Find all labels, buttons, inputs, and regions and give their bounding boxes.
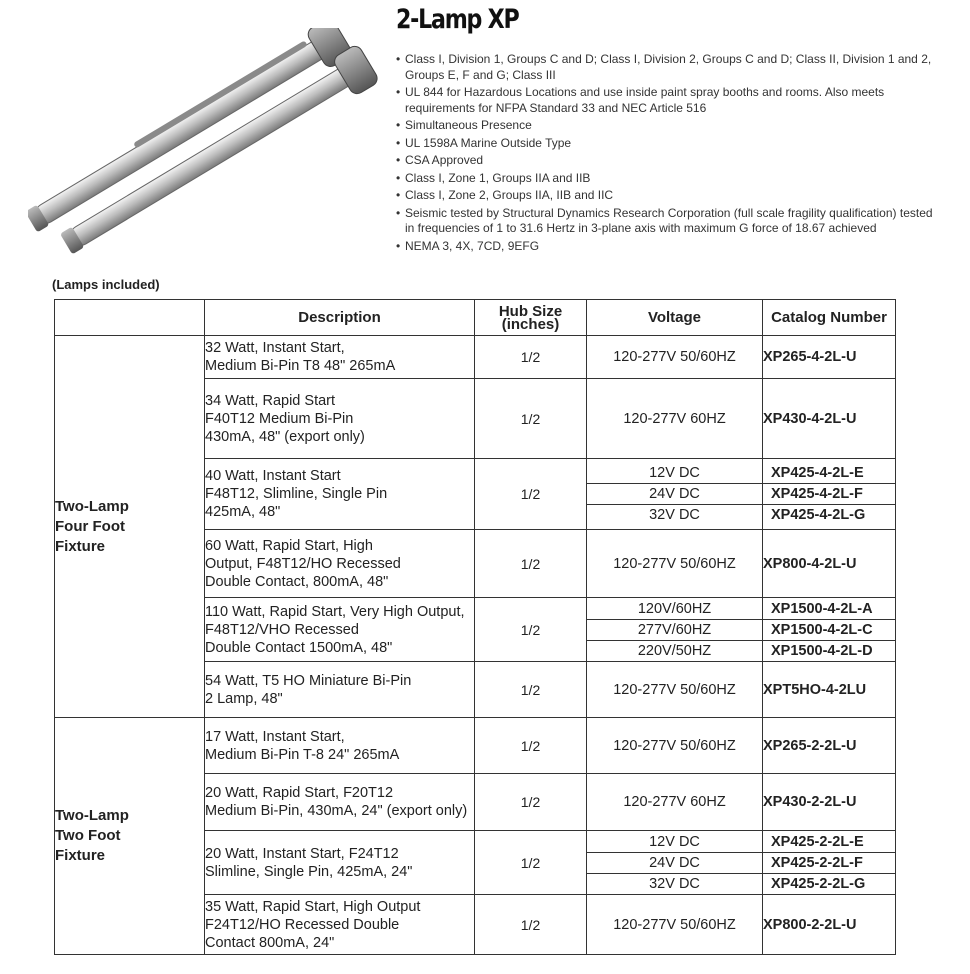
description-line: Slimline, Single Pin, 425mA, 24": [205, 863, 413, 880]
description-line: Contact 800mA, 24": [205, 934, 335, 951]
catalog-number: XP265-4-2L-U: [763, 349, 857, 365]
header-voltage: Voltage: [587, 300, 763, 336]
voltage-stack: [587, 463, 762, 525]
voltage-value: 120V/60HZ: [637, 600, 712, 617]
hub-size-cell: 1/2: [475, 895, 587, 955]
header-hub-size: [475, 300, 587, 336]
description-line: 34 Watt, Rapid Start: [205, 392, 336, 409]
voltage-value: 32V DC: [587, 504, 762, 525]
table-row: [55, 718, 896, 774]
voltage-value: 120-277V 50/60HZ: [613, 681, 736, 698]
group-label-line: Two Foot: [55, 827, 121, 844]
group-label: [55, 718, 205, 955]
catalog-number: XP1500-4-2L-A: [771, 600, 873, 617]
description-line: F48T12, Slimline, Single Pin: [205, 486, 388, 502]
voltage-cell: [587, 379, 763, 459]
header-hub-line1: Hub Size: [498, 302, 563, 320]
description-line: Double Contact 1500mA, 48": [205, 639, 393, 656]
catalog-number: XP425-4-2L-G: [763, 504, 895, 525]
voltage-cell: [587, 336, 763, 379]
voltage-value: 120-277V 50/60HZ: [613, 555, 736, 572]
feature-item: • Class I, Zone 1, Groups IIA and IIB: [396, 171, 936, 187]
group-label-line: Fixture: [55, 537, 106, 555]
description-line: F48T12/VHO Recessed: [205, 621, 359, 638]
feature-item: • CSA Approved: [396, 153, 936, 169]
hub-size-cell: 1/2: [475, 379, 587, 459]
description-cell: [205, 718, 475, 774]
group-label-line: Two-Lamp: [55, 497, 129, 515]
header-hub-line2: (inches): [501, 315, 560, 333]
voltage-stack: [587, 599, 762, 661]
catalog-number: XP265-2-2L-U: [763, 737, 857, 754]
voltage-cell: [587, 774, 763, 831]
description-cell: [205, 598, 475, 662]
feature-item: • NEMA 3, 4X, 7CD, 9EFG: [396, 239, 936, 255]
hub-size-cell: 1/2: [475, 598, 587, 662]
hub-size-cell: 1/2: [475, 530, 587, 598]
catalog-cell: [763, 530, 896, 598]
catalog-number: XP1500-4-2L-D: [763, 640, 895, 661]
feature-item: • UL 1598A Marine Outside Type: [396, 136, 936, 152]
feature-item: • Class I, Division 1, Groups C and D; Class I, Division 2, Groups C and D; Class II, Division 1 and 2, Groups E, F and G; Class III: [396, 52, 936, 83]
group-label-line: Two-Lamp: [55, 807, 129, 824]
fixture-product-image: [28, 28, 398, 258]
catalog-number: XP800-2-2L-U: [763, 916, 857, 933]
description-line: 35 Watt, Rapid Start, High Output: [205, 898, 421, 915]
description-cell: [205, 336, 475, 379]
header-catalog: Catalog Number: [763, 300, 896, 336]
voltage-cell: [587, 831, 763, 895]
description-line: 40 Watt, Instant Start: [205, 468, 341, 484]
group-label-line: Fixture: [55, 847, 106, 864]
catalog-number: XP430-2-2L-U: [763, 794, 857, 810]
hub-size-cell: 1/2: [475, 336, 587, 379]
voltage-value: 12V DC: [649, 833, 700, 850]
voltage-cell: [587, 895, 763, 955]
catalog-stack: [763, 599, 895, 661]
description-line: F24T12/HO Recessed Double: [205, 916, 400, 933]
description-line: 32 Watt, Instant Start,: [205, 340, 345, 356]
catalog-cell: [763, 718, 896, 774]
catalog-number: XP425-2-2L-E: [771, 833, 864, 850]
voltage-cell: [587, 662, 763, 718]
catalog-number: XP425-2-2L-F: [763, 852, 895, 873]
voltage-value: 12V DC: [649, 465, 700, 481]
lamps-included-note: (Lamps included): [52, 277, 160, 292]
group-label: [55, 336, 205, 718]
description-cell: [205, 831, 475, 895]
hub-size-cell: 1/2: [475, 459, 587, 530]
catalog-stack: [763, 463, 895, 525]
feature-item: • Seismic tested by Structural Dynamics Research Corporation (full scale fragility qualification) tested in frequencies of 1 to 31.6 Hertz in 3-plane axis with maximum G force of 18.67 achieved: [396, 206, 936, 237]
feature-item: • UL 844 for Hazardous Locations and use inside paint spray booths and rooms. Also meets requirements for NFPA Standard 33 and NEC Article 516: [396, 85, 936, 116]
feature-list: [396, 52, 936, 256]
catalog-cell: [763, 662, 896, 718]
description-line: Medium Bi-Pin T-8 24" 265mA: [205, 746, 400, 763]
catalog-cell: [763, 379, 896, 459]
catalog-number: XP425-4-2L-E: [771, 465, 864, 481]
voltage-value: 32V DC: [587, 873, 762, 894]
description-cell: [205, 774, 475, 831]
description-line: F40T12 Medium Bi-Pin: [205, 410, 354, 427]
catalog-cell: [763, 895, 896, 955]
catalog-cell: [763, 459, 896, 530]
voltage-stack: [587, 832, 762, 894]
description-line: 60 Watt, Rapid Start, High: [205, 537, 373, 554]
voltage-value: 120-277V 50/60HZ: [613, 916, 736, 933]
voltage-value: 277V/60HZ: [587, 619, 762, 640]
description-line: Medium Bi-Pin, 430mA, 24" (export only): [205, 803, 468, 819]
hub-size-cell: 1/2: [475, 718, 587, 774]
voltage-value: 120-277V 60HZ: [623, 410, 726, 427]
header-row: [55, 300, 896, 336]
header-group: [55, 300, 205, 336]
description-line: 20 Watt, Instant Start, F24T12: [205, 845, 399, 862]
hub-size-cell: 1/2: [475, 662, 587, 718]
description-cell: [205, 459, 475, 530]
catalog-number: XPT5HO-4-2LU: [763, 681, 867, 698]
catalog-cell: [763, 774, 896, 831]
table-row: [55, 336, 896, 379]
catalog-number: XP800-4-2L-U: [763, 555, 857, 572]
catalog-number: XP425-2-2L-G: [763, 873, 895, 894]
catalog-number: XP1500-4-2L-C: [763, 619, 895, 640]
page-title: 2-Lamp XP: [396, 4, 519, 35]
catalog-cell: [763, 336, 896, 379]
catalog-number: XP425-4-2L-F: [763, 483, 895, 504]
voltage-value: 120-277V 50/60HZ: [613, 737, 736, 754]
voltage-cell: [587, 459, 763, 530]
catalog-number: XP430-4-2L-U: [763, 410, 857, 427]
voltage-value: 24V DC: [587, 483, 762, 504]
feature-item: • Simultaneous Presence: [396, 118, 936, 134]
description-line: 430mA, 48" (export only): [205, 428, 365, 445]
voltage-value: 120-277V 60HZ: [623, 794, 726, 810]
description-line: 20 Watt, Rapid Start, F20T12: [205, 785, 394, 801]
voltage-value: 24V DC: [587, 852, 762, 873]
header-description: Description: [205, 300, 475, 336]
voltage-cell: [587, 530, 763, 598]
hub-size-cell: 1/2: [475, 774, 587, 831]
voltage-cell: [587, 718, 763, 774]
voltage-value: 120-277V 50/60HZ: [613, 349, 736, 365]
voltage-cell: [587, 598, 763, 662]
feature-item: • Class I, Zone 2, Groups IIA, IIB and IIC: [396, 188, 936, 204]
description-cell: [205, 662, 475, 718]
description-cell: [205, 895, 475, 955]
description-line: Medium Bi-Pin T8 48" 265mA: [205, 358, 396, 374]
hub-size-cell: 1/2: [475, 831, 587, 895]
description-line: 2 Lamp, 48": [205, 690, 283, 707]
catalog-cell: [763, 831, 896, 895]
catalog-stack: [763, 832, 895, 894]
description-line: 54 Watt, T5 HO Miniature Bi-Pin: [205, 672, 412, 689]
description-line: 425mA, 48": [205, 504, 281, 520]
description-cell: [205, 379, 475, 459]
description-line: Double Contact, 800mA, 48": [205, 573, 389, 590]
description-line: Output, F48T12/HO Recessed: [205, 555, 401, 572]
group-label-line: Four Foot: [55, 517, 125, 535]
spec-table: [54, 299, 896, 955]
description-line: 110 Watt, Rapid Start, Very High Output,: [205, 603, 465, 620]
description-line: 17 Watt, Instant Start,: [205, 728, 345, 745]
description-cell: [205, 530, 475, 598]
catalog-cell: [763, 598, 896, 662]
voltage-value: 220V/50HZ: [587, 640, 762, 661]
